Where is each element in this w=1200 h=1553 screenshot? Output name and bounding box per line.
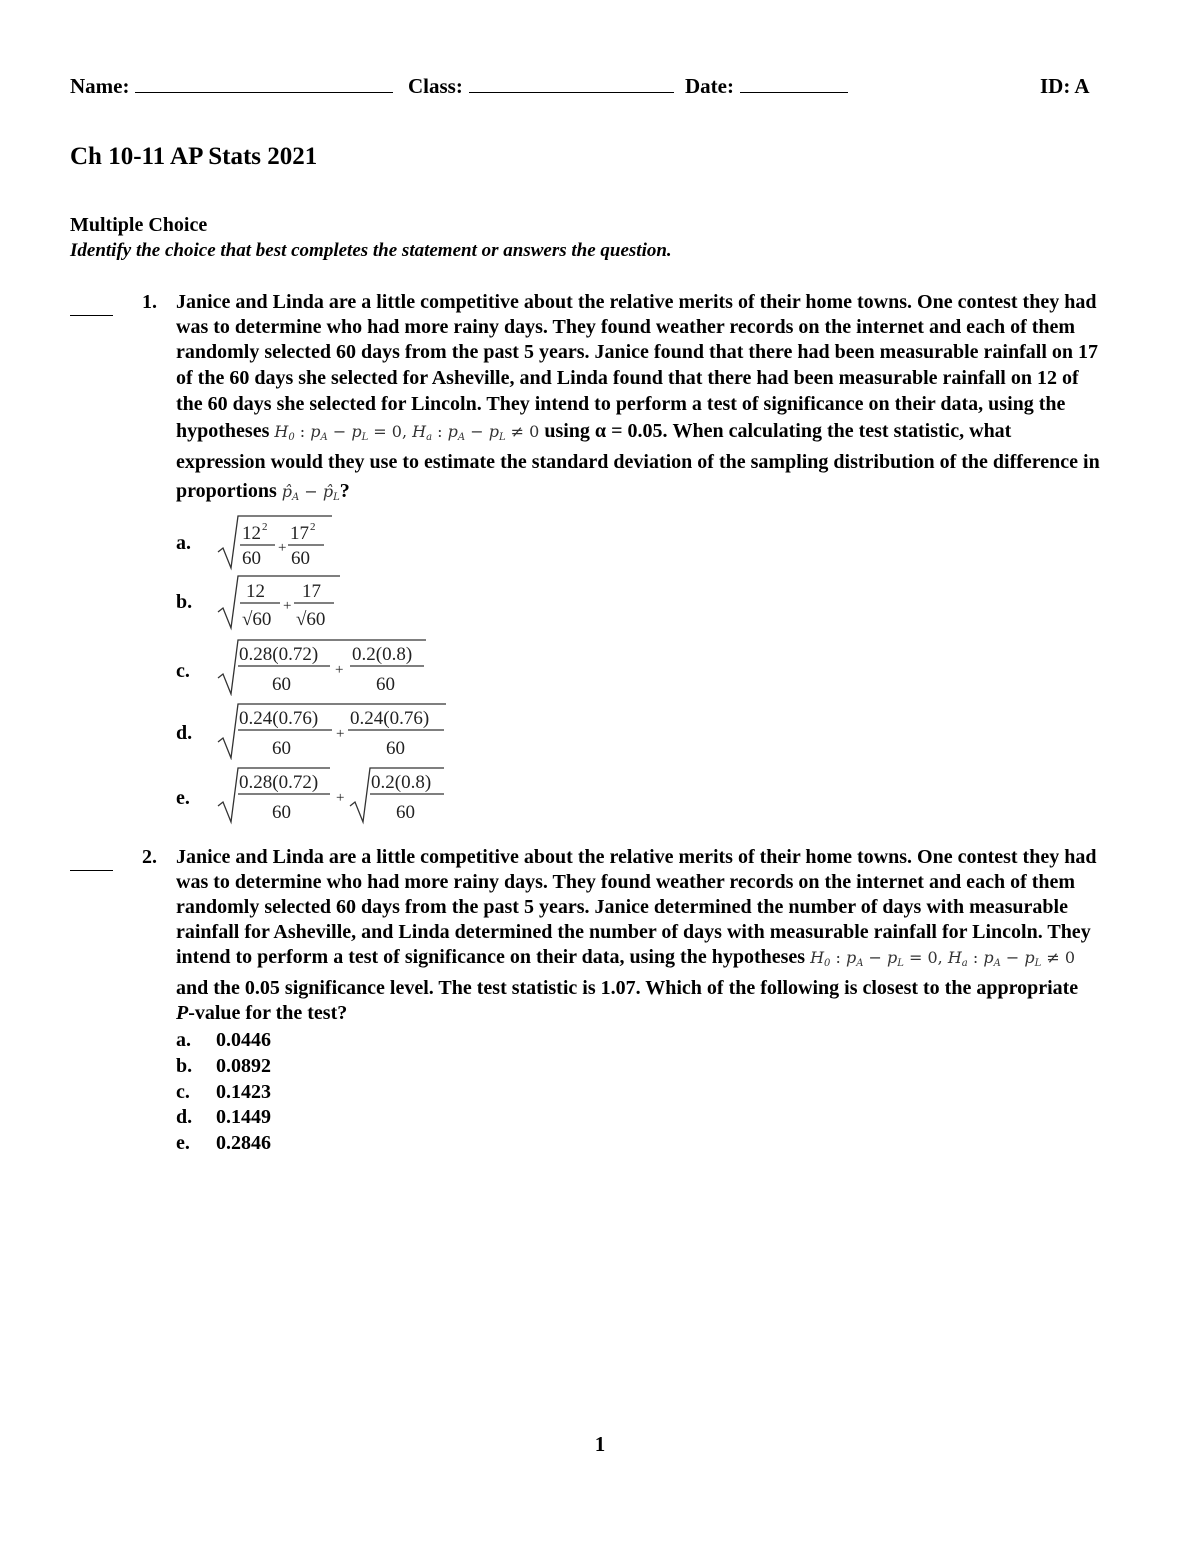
q1-option-e-formula[interactable] [214, 764, 449, 826]
q2-line-2: was to determine who had more rainy days. They found weather records on the internet and each of them [176, 871, 1076, 893]
q2-line-7 [176, 1002, 347, 1025]
id-label: ID: A [1040, 74, 1090, 98]
q1e-num1: 0.28(0.72) [239, 772, 319, 793]
q1-line-5: the 60 days she selected for Lincoln. They intend to perform a test of significance on their data, using the [176, 393, 1066, 415]
q2-option-a-label[interactable]: a. [176, 1029, 191, 1051]
plus-sign: + [336, 726, 345, 742]
q1-number: 1. [142, 291, 157, 313]
q1-line-3: randomly selected 60 days from the past 5 years. Janice found that there had been measurable rainfall on 17 [176, 341, 1099, 363]
name-field [70, 74, 393, 99]
q2-number: 2. [142, 846, 157, 868]
q2-line-5-pre: intend to perform a test of significance on their data, using the hypotheses [176, 946, 806, 968]
q1-option-a-formula[interactable] [214, 512, 334, 572]
q1-line-4: of the 60 days she selected for Asheville, and Linda found that there had been measurable rainfall on 12 of [176, 367, 1079, 389]
q2-option-c-label[interactable]: c. [176, 1081, 190, 1103]
q1a-den2: 60 [291, 548, 310, 569]
q2-hypotheses: H0 : pA − pL = 0, Ha : pA − pL ≠ 0 [810, 948, 1076, 969]
class-field [408, 74, 674, 99]
q1c-den2: 60 [376, 674, 395, 695]
q2-line-7-rest: -value for the test? [188, 1002, 348, 1024]
plus-sign: + [283, 598, 292, 614]
q2-option-e-value[interactable]: 0.2846 [216, 1132, 271, 1154]
q1b-num2: 17 [302, 581, 321, 602]
q2-option-d-value[interactable]: 0.1449 [216, 1106, 271, 1128]
q2-option-a-value[interactable]: 0.0446 [216, 1029, 271, 1051]
q2-line-1: Janice and Linda are a little competitive about the relative merits of their home towns. One contest they had [176, 846, 1097, 868]
q2-line-3: randomly selected 60 days from the past 5 years. Janice determined the number of days with measurable [176, 896, 1068, 918]
q1a-num2: 17 [290, 523, 309, 544]
q2-option-d-label[interactable]: d. [176, 1106, 193, 1128]
q1-hypotheses: H0 : pA − pL = 0, Ha : pA − pL ≠ 0 [274, 422, 540, 443]
q1-option-c-formula[interactable] [214, 636, 429, 696]
plus-sign: + [335, 662, 344, 678]
q1-option-d-formula[interactable] [214, 700, 449, 760]
q1-line-7: expression would they use to estimate the standard deviation of the sampling distribution of the difference in [176, 451, 1100, 473]
q1-option-b-label[interactable]: b. [176, 591, 193, 613]
q2-answer-blank[interactable] [70, 870, 113, 871]
q1d-den2: 60 [386, 738, 405, 759]
q1d-num2: 0.24(0.76) [350, 708, 430, 729]
q1-line-8-pre: proportions [176, 480, 277, 502]
q1b-den1: √60 [242, 609, 272, 630]
q1-option-d-label[interactable]: d. [176, 722, 193, 744]
q2-p-italic: P [176, 1002, 189, 1024]
q1a-exp1: 2 [262, 521, 268, 533]
q1-line-6-pre: hypotheses [176, 420, 270, 442]
q1-line-8-post: ? [339, 480, 350, 502]
q1e-den2: 60 [396, 802, 415, 823]
q1-line-8 [176, 480, 350, 503]
q2-option-b-label[interactable]: b. [176, 1055, 193, 1077]
q1e-num2: 0.2(0.8) [371, 772, 432, 793]
q2-line-6: and the 0.05 significance level. The test statistic is 1.07. Which of the following is closest to the appropriate [176, 977, 1079, 999]
q1-option-a-label[interactable]: a. [176, 532, 191, 554]
q1-line-6 [176, 420, 1011, 443]
q2-option-c-value[interactable]: 0.1423 [216, 1081, 271, 1103]
section-heading: Multiple Choice [70, 214, 208, 236]
q2-line-5 [176, 946, 1075, 969]
name-blank[interactable] [135, 74, 393, 93]
class-blank[interactable] [469, 74, 674, 93]
page-title: Ch 10-11 AP Stats 2021 [70, 143, 318, 170]
q2-line-4: rainfall for Asheville, and Linda determined the number of days with measurable rainfall for Lincoln. They [176, 921, 1091, 943]
date-blank[interactable] [740, 74, 848, 93]
q1a-den1: 60 [242, 548, 261, 569]
q1c-den1: 60 [272, 674, 291, 695]
q1-option-b-formula[interactable] [214, 572, 344, 632]
class-label: Class: [408, 74, 463, 98]
q2-option-e-label[interactable]: e. [176, 1132, 190, 1154]
date-label: Date: [685, 74, 734, 98]
q1-answer-blank[interactable] [70, 315, 113, 316]
q1c-num1: 0.28(0.72) [239, 644, 319, 665]
q1d-den1: 60 [272, 738, 291, 759]
q1-option-e-label[interactable]: e. [176, 787, 190, 809]
q1e-den1: 60 [272, 802, 291, 823]
page-number: 1 [594, 1432, 606, 1456]
date-field [685, 74, 848, 99]
q1c-num2: 0.2(0.8) [352, 644, 413, 665]
name-label: Name: [70, 74, 130, 98]
q1d-num1: 0.24(0.76) [239, 708, 319, 729]
plus-sign: + [278, 540, 287, 556]
q1-line-1: Janice and Linda are a little competitive about the relative merits of their home towns. One contest they had [176, 291, 1097, 313]
q1-line-6-post: using α = 0.05. When calculating the test statistic, what [544, 420, 1012, 442]
q2-option-b-value[interactable]: 0.0892 [216, 1055, 271, 1077]
q1b-den2: √60 [296, 609, 326, 630]
q1a-exp2: 2 [310, 521, 316, 533]
q1b-num1: 12 [246, 581, 265, 602]
section-instructions: Identify the choice that best completes the statement or answers the question. [70, 240, 672, 261]
q1-phat-difference: p̂A − p̂L [281, 482, 340, 503]
q1-line-2: was to determine who had more rainy days. They found weather records on the internet and each of them [176, 316, 1076, 338]
q1a-num1: 12 [242, 523, 261, 544]
plus-sign: + [336, 790, 345, 806]
q1-option-c-label[interactable]: c. [176, 660, 190, 682]
